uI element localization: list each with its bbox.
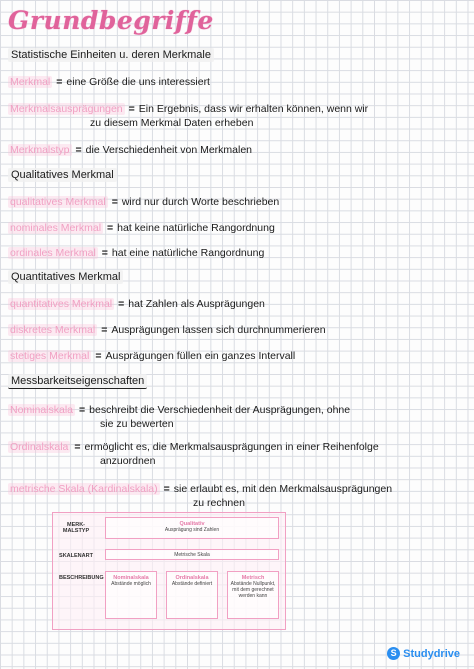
def-ordinalskala-cont bbox=[100, 454, 155, 468]
term: nominales Merkmal bbox=[10, 222, 102, 234]
box-heading: Ordinalskala bbox=[175, 575, 209, 581]
definition: sie erlaubt es, mit den Merkmalsausprägungen bbox=[173, 483, 393, 495]
definition-continued: anzuordnen bbox=[100, 455, 156, 467]
def-nominalskala-cont bbox=[100, 417, 174, 431]
quant-heading: Quantitatives Merkmal bbox=[8, 270, 123, 284]
def-merkmal: Merkmal = eine Größe die uns interessiert bbox=[10, 76, 210, 88]
label-skalenart: SKALENART bbox=[59, 553, 93, 559]
definition: hat Zahlen als Ausprägungen bbox=[128, 298, 265, 310]
box-qualitativ bbox=[105, 517, 279, 539]
label-merkmalstyp: MERK-MALSTYP bbox=[62, 522, 90, 534]
box-metrische-skala bbox=[105, 549, 279, 560]
studydrive-logo-icon: S bbox=[387, 647, 400, 660]
term: Nominalskala bbox=[10, 404, 74, 416]
box-nominalskala bbox=[105, 571, 157, 619]
def-auspraegungen: Merkmalsausprägungen = Ein Ergebnis, dass wir erhalten können, wenn wir bbox=[10, 103, 369, 115]
page-title: Grundbegriffe bbox=[8, 6, 214, 35]
term: ordinales Merkmal bbox=[10, 247, 96, 259]
definition: Ausprägungen füllen ein ganzes Intervall bbox=[105, 350, 296, 362]
intro-heading: Statistische Einheiten u. deren Merkmale bbox=[8, 48, 214, 62]
term: metrische Skala (Kardinalskala) bbox=[10, 483, 158, 495]
term: qualitatives Merkmal bbox=[10, 196, 106, 208]
studydrive-watermark bbox=[387, 647, 460, 660]
box-heading: Metrische Skala bbox=[174, 552, 210, 558]
definition-continued: zu rechnen bbox=[193, 497, 245, 509]
term: Merkmal bbox=[10, 76, 51, 88]
definition: ermöglicht es, die Merkmalsausprägungen in einer Reihenfolge bbox=[84, 441, 379, 453]
box-text: Abstände möglich bbox=[111, 581, 151, 587]
term: Merkmalsausprägungen bbox=[10, 103, 123, 115]
definition: hat keine natürliche Rangordnung bbox=[117, 222, 275, 234]
definition: Ausprägungen lassen sich durchnummerieren bbox=[111, 324, 326, 336]
definition: die Verschiedenheit von Merkmalen bbox=[85, 144, 253, 156]
label-beschreibung: BESCHREIBUNG bbox=[59, 575, 104, 581]
box-heading: Nominalskala bbox=[113, 575, 149, 581]
def-merkmalstyp: Merkmalstyp = die Verschiedenheit von Merkmalen bbox=[10, 144, 253, 156]
def-ordinal: ordinales Merkmal = hat eine natürliche Rangordnung bbox=[10, 247, 265, 259]
qual-heading: Qualitatives Merkmal bbox=[8, 168, 117, 182]
def-auspraegungen-cont bbox=[90, 116, 253, 130]
def-qualitativ: qualitatives Merkmal = wird nur durch Worte beschrieben bbox=[10, 196, 280, 208]
term: stetiges Merkmal bbox=[10, 350, 90, 362]
term: diskretes Merkmal bbox=[10, 324, 96, 336]
scale-overview-diagram bbox=[52, 512, 286, 630]
box-heading: Metrisch bbox=[241, 575, 265, 581]
def-metrisch-cont bbox=[193, 496, 245, 510]
definition: wird nur durch Worte beschrieben bbox=[121, 196, 280, 208]
scale-heading: Messbarkeitseigenschaften bbox=[8, 374, 147, 389]
def-ordinalskala: Ordinalskala = ermöglicht es, die Merkmalsausprägungen in einer Reihenfolge bbox=[10, 441, 379, 453]
definition-continued: zu diesem Merkmal Daten erheben bbox=[90, 117, 254, 129]
box-text: Abstände Nullpunkt, mit dem gerechnet werden kann bbox=[230, 581, 276, 599]
definition-continued: sie zu bewerten bbox=[100, 418, 174, 430]
definition: beschreibt die Verschiedenheit der Ausprägungen, ohne bbox=[89, 404, 351, 416]
box-text: Abstände definiert bbox=[171, 581, 213, 587]
term: quantitatives Merkmal bbox=[10, 298, 113, 310]
term: Ordinalskala bbox=[10, 441, 69, 453]
def-diskret: diskretes Merkmal = Ausprägungen lassen sich durchnummerieren bbox=[10, 324, 326, 336]
def-nominal: nominales Merkmal = hat keine natürliche Rangordnung bbox=[10, 222, 275, 234]
def-quantitativ: quantitatives Merkmal = hat Zahlen als Ausprägungen bbox=[10, 298, 265, 310]
box-ordinalskala bbox=[166, 571, 218, 619]
def-stetig: stetiges Merkmal = Ausprägungen füllen ein ganzes Intervall bbox=[10, 350, 296, 362]
def-nominalskala: Nominalskala = beschreibt die Verschiedenheit der Ausprägungen, ohne bbox=[10, 404, 351, 416]
term: Merkmalstyp bbox=[10, 144, 70, 156]
definition: hat eine natürliche Rangordnung bbox=[111, 247, 265, 259]
box-metrisch bbox=[227, 571, 279, 619]
box-heading: Qualitativ bbox=[179, 521, 205, 527]
brand-label: Studydrive bbox=[403, 647, 460, 660]
box-text: Ausprägung sind Zahlen bbox=[164, 527, 220, 533]
definition: Ein Ergebnis, dass wir erhalten können, wenn wir bbox=[138, 103, 369, 115]
definition: eine Größe die uns interessiert bbox=[66, 76, 210, 88]
def-metrisch: metrische Skala (Kardinalskala) = sie erlaubt es, mit den Merkmalsausprägungen bbox=[10, 483, 393, 495]
